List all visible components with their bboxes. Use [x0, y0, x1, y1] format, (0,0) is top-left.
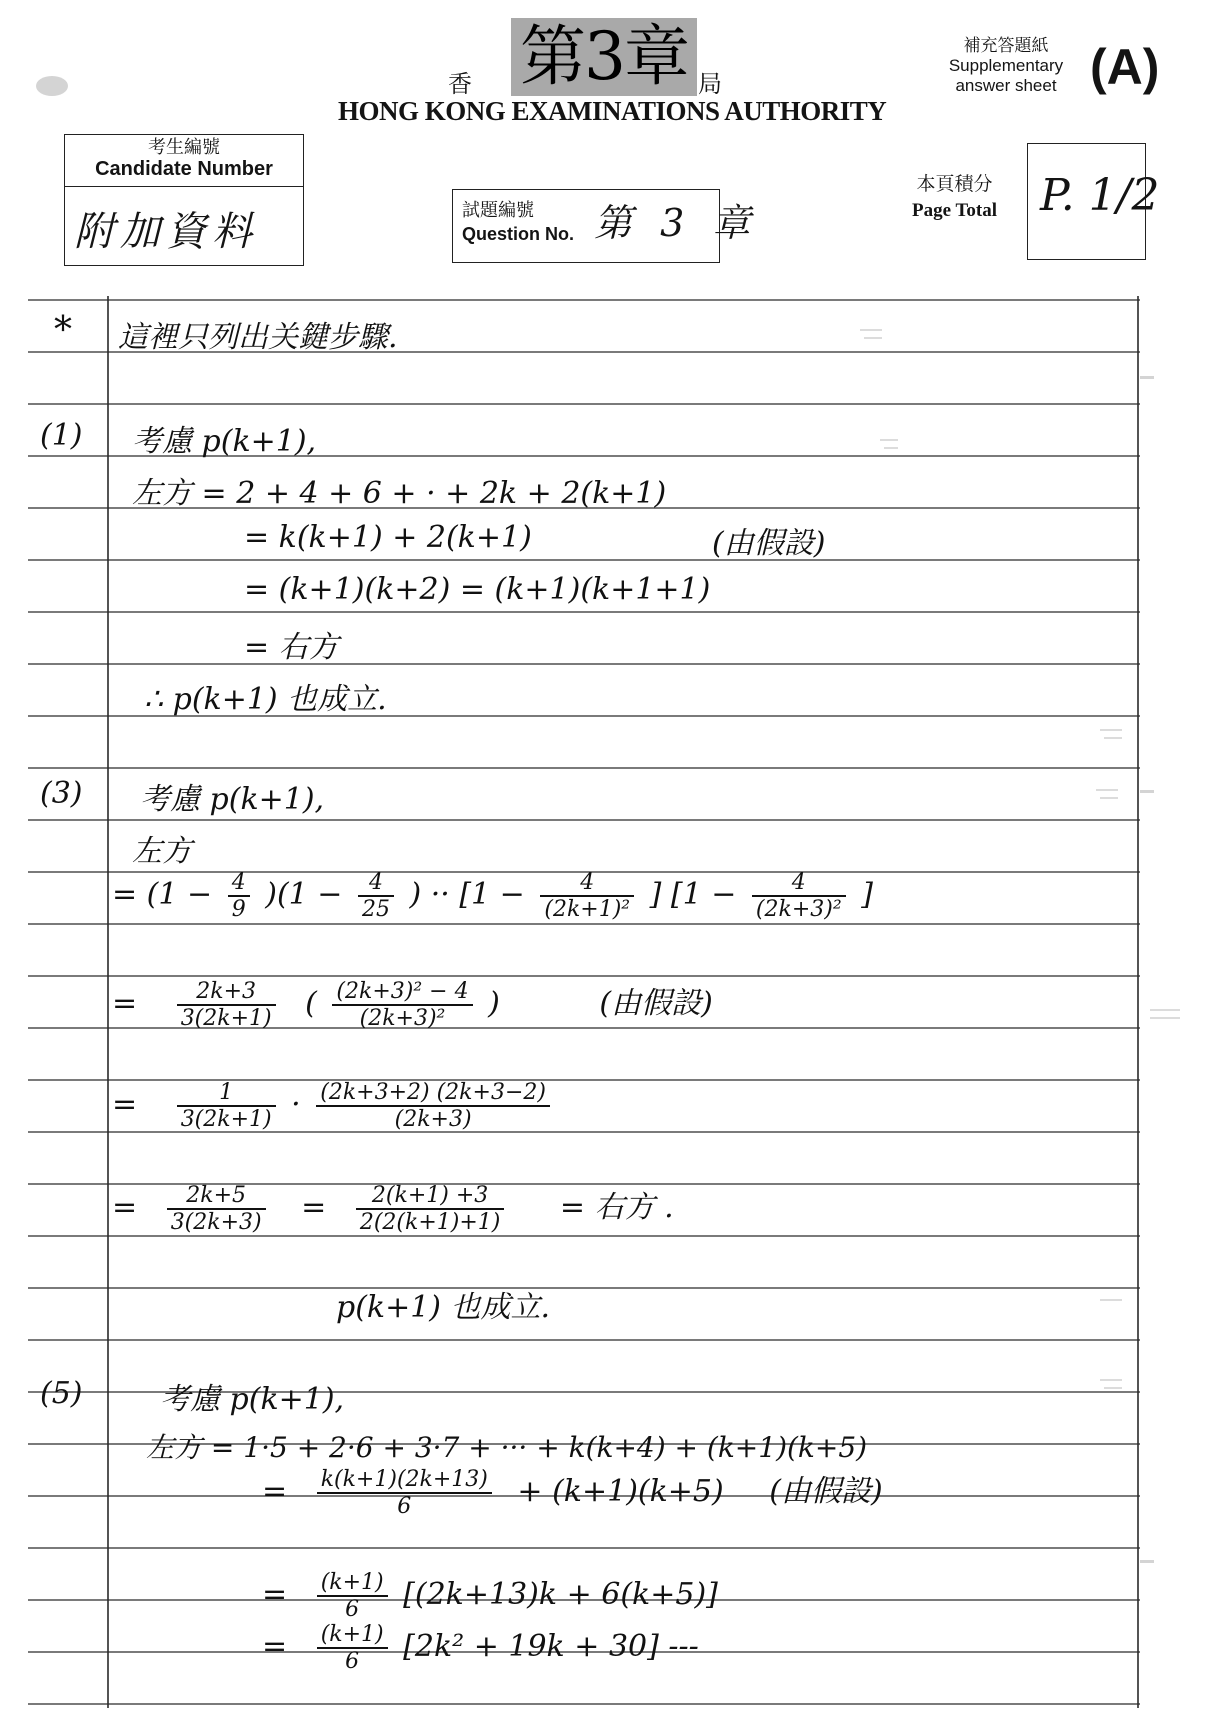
fraction-2k5-over-3-2k3 [167, 1183, 266, 1235]
fraction-num: (2k+3+2) (2k+3−2) [316, 1080, 550, 1107]
fraction-num: 4 [358, 870, 394, 897]
fraction-difference-of-squares [332, 979, 472, 1031]
fraction-den: 6 [397, 1494, 412, 1519]
supplementary-label-zh: 補充答題紙 [963, 36, 1049, 55]
fraction-num: 4 [540, 870, 634, 897]
fraction-4-2k3-squared [752, 870, 846, 922]
question-label-zh: 試題編號 [462, 200, 534, 220]
hkea-logo-left-char: 香 [448, 70, 472, 98]
fraction-num: 2k+3 [177, 979, 276, 1006]
part-1-step-1: = k(k+1) + 2(k+1) [244, 520, 532, 555]
candidate-number-header [64, 136, 304, 180]
open-paren: ( [305, 986, 317, 1021]
part-1-step-3: = 右方 [244, 630, 339, 665]
fraction-4-25 [358, 870, 394, 922]
part-3-product-d: ] [1 − [649, 877, 737, 912]
fraction-num: 2(k+1) +3 [356, 1183, 505, 1210]
fraction-den: (2k+3) [394, 1107, 472, 1132]
close-paren: ) [488, 986, 500, 1021]
part-3-product-a: = (1 − [112, 877, 213, 912]
fraction-num: 4 [752, 870, 846, 897]
part-5-step-1-tail: + (k+1)(k+5) [517, 1474, 724, 1509]
supplementary-label-en1: Supplementary [948, 56, 1064, 75]
fraction-den: (2k+1)² [544, 897, 631, 922]
part-5-consider: 考慮 p(k+1), [160, 1382, 345, 1417]
equals-sign: = [112, 1190, 138, 1225]
question-label-en: Question No. [462, 224, 574, 244]
note-asterisk: * [54, 310, 72, 351]
authority-title: HONG KONG EXAMINATIONS AUTHORITY [338, 96, 887, 126]
part-3-step-1 [112, 978, 713, 1031]
equals-sign: = [262, 1474, 288, 1509]
fraction-num: (k+1) [317, 1570, 388, 1597]
candidate-box-divider [64, 186, 304, 187]
fraction-num: 4 [228, 870, 250, 897]
fraction-k1-over-6 [317, 1622, 388, 1674]
part-3-consider: 考慮 p(k+1), [140, 782, 325, 817]
fraction-4-2k1-squared [540, 870, 634, 922]
sheet-type: (A) [1090, 39, 1160, 95]
part-5-step-3 [262, 1622, 699, 1674]
fraction-num: (2k+3)² − 4 [332, 979, 472, 1006]
equals-sign: = [112, 986, 138, 1021]
part-5-step-1 [262, 1466, 883, 1519]
fraction-den: 25 [361, 897, 390, 922]
fraction-rhs-form [356, 1183, 505, 1235]
fraction-factored [316, 1080, 550, 1132]
part-3-step-1-note: (由假設) [599, 986, 713, 1021]
part-3-product-b: )(1 − [265, 877, 343, 912]
part-3-conclusion: p(k+1) 也成立. [336, 1290, 551, 1325]
fraction-den: 3(2k+1) [180, 1006, 272, 1031]
supplementary-label-en2: answer sheet [955, 76, 1057, 95]
fraction-den: 3(2k+3) [170, 1210, 262, 1235]
part-5-step-2-tail: [(2k+13)k + 6(k+5)] [403, 1577, 718, 1612]
part-3-step-2 [112, 1080, 556, 1132]
page-total-label [912, 172, 997, 224]
candidate-label-zh: 考生編號 [148, 137, 220, 157]
page-total-value: P. 1/2 [1040, 170, 1160, 221]
part-1-conclusion: ∴ p(k+1) 也成立. [144, 682, 387, 717]
candidate-label-en: Candidate Number [95, 158, 273, 180]
page-total-label-zh: 本頁積分 [916, 174, 993, 195]
part-1-lhs: 左方 = 2 + 4 + 6 + · + 2k + 2(k+1) [132, 476, 667, 511]
fraction-sum-formula [317, 1467, 492, 1519]
part-5-step-2 [262, 1570, 718, 1622]
candidate-number-value: 附加資料 [74, 209, 258, 255]
part-3-product-line [112, 870, 873, 922]
part-1-step-2: = (k+1)(k+2) = (k+1)(k+1+1) [244, 572, 711, 607]
fraction-2k3-over-3-2k1 [177, 979, 276, 1031]
part-3-rhs: = 右方 . [559, 1190, 674, 1225]
fraction-num: k(k+1)(2k+13) [317, 1467, 492, 1494]
part-5-step-3-tail: [2k² + 19k + 30] --- [403, 1629, 699, 1664]
fraction-den: 6 [345, 1597, 360, 1622]
dot-operator: · [291, 1087, 301, 1122]
fraction-num: 1 [177, 1080, 276, 1107]
part-5-lhs: 左方 = 1·5 + 2·6 + 3·7 + ··· + k(k+4) + (k+1)(k+5) [146, 1431, 868, 1464]
equals-sign-2: = [301, 1190, 327, 1225]
question-number-value: 第 3 章 [594, 201, 759, 245]
part-5-number: (5) [40, 1376, 83, 1411]
equals-sign: = [262, 1629, 288, 1664]
part-5-step-1-note: (由假設) [769, 1474, 883, 1509]
fraction-k1-over-6 [317, 1570, 388, 1622]
hkea-logo-right-char: 局 [698, 70, 722, 98]
part-1-consider: 考慮 p(k+1), [132, 424, 317, 459]
part-3-number: (3) [40, 776, 83, 811]
part-3-step-3 [112, 1182, 674, 1235]
question-number-label [462, 198, 574, 246]
equals-sign: = [112, 1087, 138, 1122]
supplementary-label [938, 36, 1074, 96]
fraction-den: 3(2k+1) [180, 1107, 272, 1132]
equals-sign: = [262, 1577, 288, 1612]
chapter-stamp: 第3章 [511, 18, 697, 96]
part-3-lhs-label: 左方 [132, 834, 192, 869]
fraction-den: 6 [345, 1649, 360, 1674]
fraction-num: (k+1) [317, 1622, 388, 1649]
fraction-den: (2k+3)² [359, 1006, 446, 1031]
part-1-number: (1) [40, 418, 83, 453]
fraction-den: 9 [231, 897, 246, 922]
fraction-4-9 [228, 870, 250, 922]
fraction-den: (2k+3)² [755, 897, 842, 922]
part-3-product-c: ) ·· [1 − [409, 877, 525, 912]
fraction-den: 2(2(k+1)+1) [359, 1210, 501, 1235]
fraction-1-over-3-2k1 [177, 1080, 276, 1132]
note-key-steps: 這裡只列出关鍵步驟. [118, 320, 398, 355]
fraction-num: 2k+5 [167, 1183, 266, 1210]
part-1-step-1-note: (由假設) [712, 526, 826, 561]
part-3-product-e: ] [861, 877, 873, 912]
page-total-label-en: Page Total [912, 200, 997, 221]
